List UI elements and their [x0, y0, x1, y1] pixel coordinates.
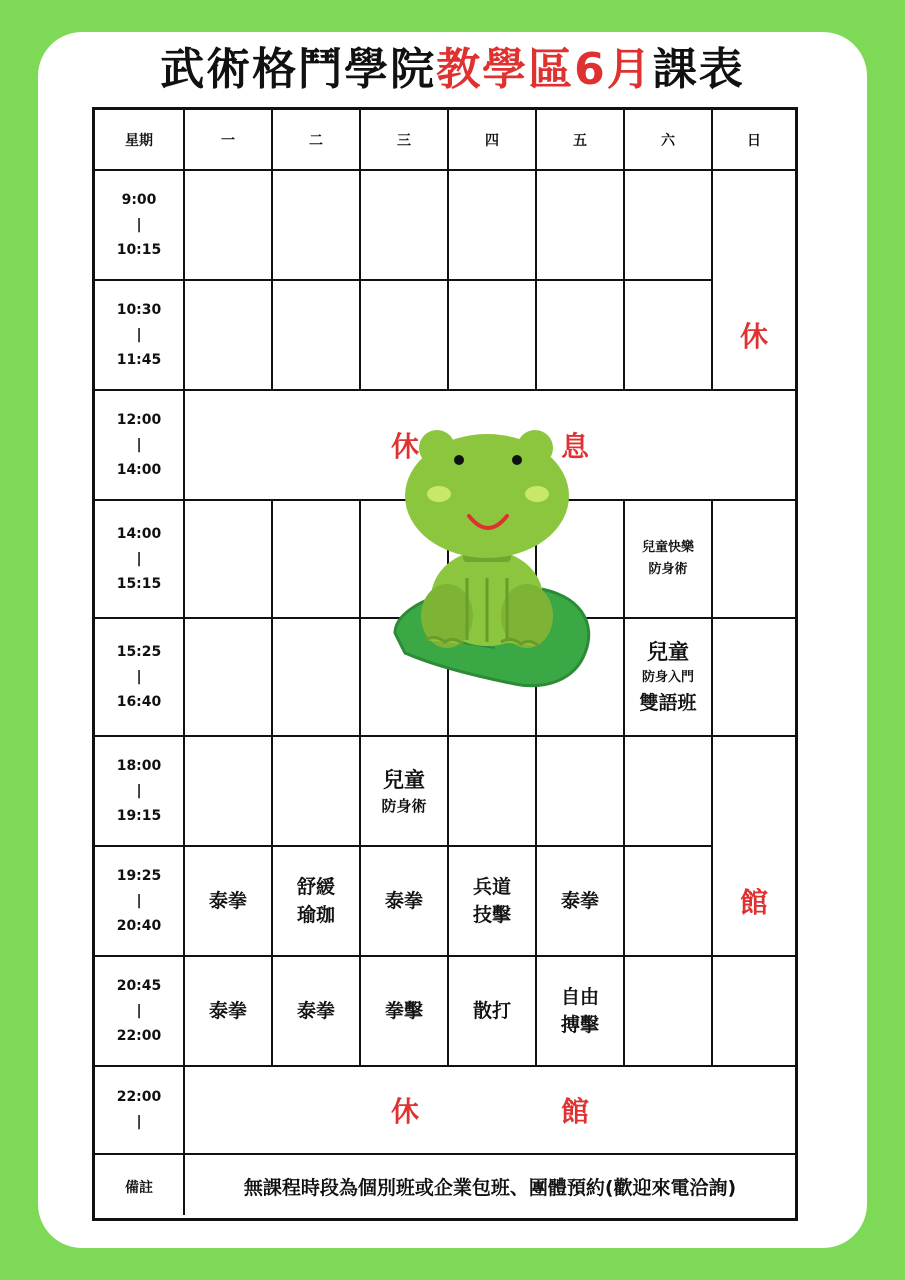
title-month: 教學區6月	[436, 44, 653, 95]
time-slot: 9:00 | 10:15	[116, 191, 162, 258]
title-academy: 武術格鬥學院	[160, 44, 437, 95]
time-slot: 18:00 | 19:15	[116, 757, 162, 824]
night-closed-a: 休	[390, 1095, 419, 1128]
time-slot: 10:30 | 11:45	[116, 301, 162, 368]
sunday-closed-bottom: 館	[739, 886, 768, 919]
course-sat-1400: 兒童快樂 防身術	[641, 540, 694, 577]
header-day-tue: 二	[309, 132, 323, 149]
course-mon-1925: 泰拳	[208, 890, 247, 912]
header-day-fri: 五	[573, 132, 587, 149]
night-closed-b: 館	[560, 1095, 589, 1128]
course-thu-1925: 兵道 技擊	[472, 876, 511, 926]
course-wed-1800: 兒童 防身術	[381, 768, 427, 815]
header-day-thu: 四	[485, 132, 499, 149]
sunday-closed-top: 休	[739, 320, 768, 353]
time-slot: 15:25 | 16:40	[116, 643, 162, 710]
header-day-mon: 一	[221, 132, 235, 149]
time-slot: 12:00 | 14:00	[116, 411, 162, 478]
course-mon-2045: 泰拳	[208, 1000, 247, 1022]
course-sat-1525: 兒童 防身入門 雙語班	[639, 640, 697, 714]
row-line	[95, 279, 711, 281]
frog-on-lily-pad-icon	[375, 418, 595, 693]
row-line	[95, 169, 795, 171]
time-slot: 19:25 | 20:40	[116, 867, 162, 934]
course-tue-2045: 泰拳	[296, 1000, 335, 1022]
course-tue-1925: 舒緩 瑜珈	[296, 876, 335, 926]
course-wed-2045: 拳擊	[384, 1000, 423, 1022]
header-day-sun: 日	[747, 132, 761, 149]
row-line	[95, 389, 795, 391]
time-slot: 20:45 | 22:00	[116, 977, 162, 1044]
time-slot: 14:00 | 15:15	[116, 525, 162, 592]
course-fri-2045: 自由 搏擊	[560, 986, 599, 1036]
course-fri-1925: 泰拳	[560, 890, 599, 912]
divider	[711, 499, 713, 1065]
noon-rest-a: 休	[390, 430, 419, 463]
course-wed-1925: 泰拳	[384, 890, 423, 912]
header-weekday: 星期	[125, 132, 153, 149]
note-label: 備註	[125, 1179, 153, 1196]
header-day-wed: 三	[397, 132, 411, 149]
header-day-sat: 六	[661, 132, 675, 149]
title-schedule: 課表	[652, 44, 745, 95]
page-title	[0, 40, 905, 100]
time-slot: 22:00 |	[116, 1089, 162, 1130]
course-thu-2045: 散打	[472, 1000, 511, 1022]
note-text: 無課程時段為個別班或企業包班、團體預約(歡迎來電洽詢)	[243, 1177, 737, 1199]
noon-rest-b: 息	[560, 430, 589, 463]
row-line	[95, 1065, 795, 1067]
